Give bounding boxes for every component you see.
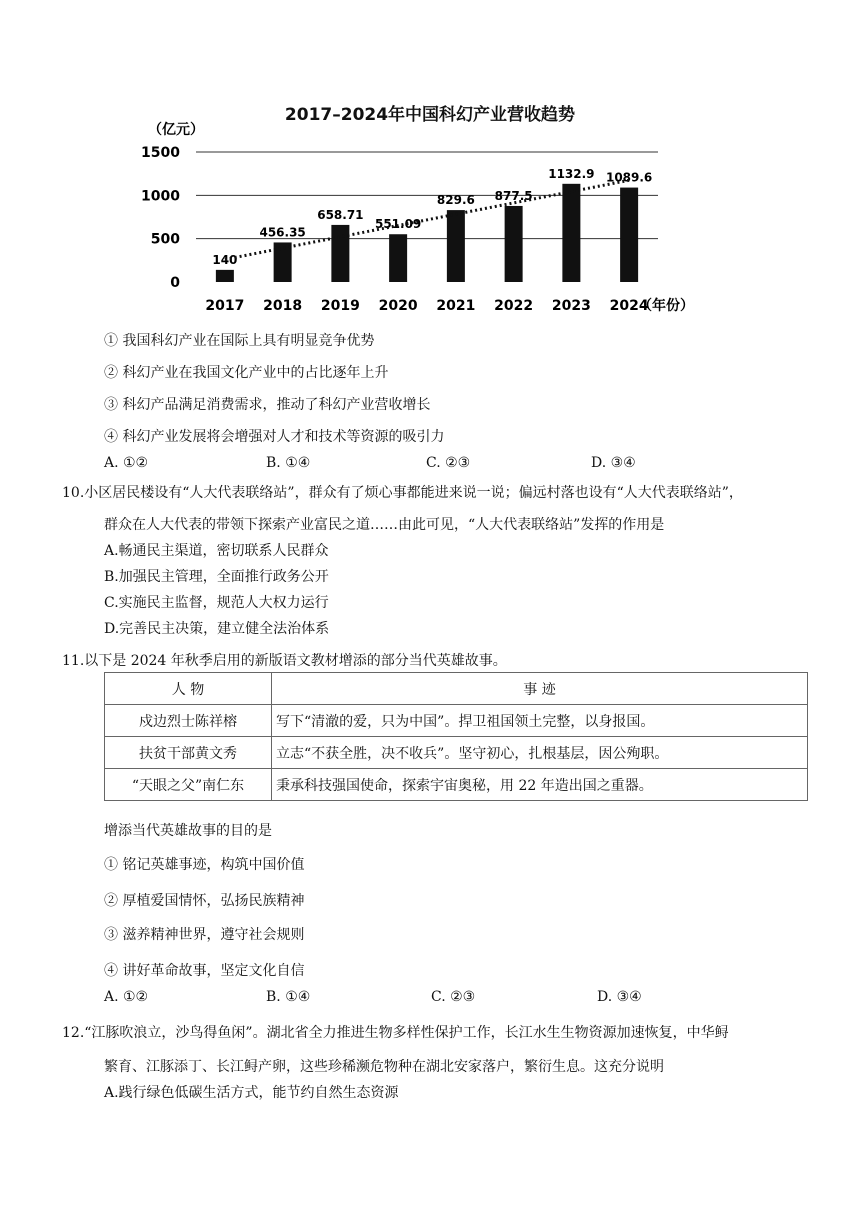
q11-statement-1: ① 铭记英雄事迹，构筑中国价值	[104, 857, 305, 873]
chart-title: 2017–2024年中国科幻产业营收趋势	[284, 105, 576, 125]
q11-option-b[interactable]: B. ①④	[266, 989, 311, 1005]
table-cell-deeds: 写下“清澈的爱，只为中国”。捍卫祖国领土完整，以身报国。	[272, 705, 808, 737]
chart-x-tick-label: 2022	[494, 298, 534, 314]
table-header-deeds: 事 迹	[272, 673, 808, 705]
table-cell-person: 扶贫干部黄文秀	[105, 737, 272, 769]
chart-bar	[447, 210, 465, 282]
q12-stem-line2: 繁育、江豚添丁、长江鲟产卵，这些珍稀濒危物种在湖北安家落户，繁衍生息。这充分说明	[104, 1059, 664, 1075]
q10-stem-line2: 群众在人大代表的带领下探索产业富民之道……由此可见，“人大代表联络站”发挥的作用是	[104, 517, 665, 533]
chart-bar	[620, 188, 638, 282]
q11-option-c[interactable]: C. ②③	[431, 989, 476, 1005]
chart-value-label: 1089.6	[605, 170, 653, 185]
chart-value-label: 877.5	[494, 188, 533, 203]
hero-stories-table	[104, 672, 808, 801]
table-header-row	[105, 673, 808, 705]
q11-option-a[interactable]: A. ①②	[104, 989, 149, 1005]
q9-option-b[interactable]: B. ①④	[266, 455, 311, 471]
q11-stem: 11.以下是 2024 年秋季启用的新版语文教材增添的部分当代英雄故事。	[62, 653, 507, 669]
chart-value-label: 551.09	[374, 217, 422, 232]
chart-x-tick-label: 2024	[609, 298, 649, 314]
table-row	[105, 769, 808, 801]
q12-option-a[interactable]: A.践行绿色低碳生活方式，能节约自然生态资源	[104, 1085, 399, 1101]
q11-statement-3: ③ 滋养精神世界，遵守社会规则	[104, 927, 305, 943]
chart-x-ticks	[205, 298, 648, 314]
q10-stem-line1: 10.小区居民楼设有“人大代表联络站”，群众有了烦心事都能进来说一说；偏远村落也设有“人大代表联络站”，	[62, 485, 743, 501]
chart-x-tick-label: 2017	[205, 298, 245, 314]
q12-stem-line1: 12.“江豚吹浪立，沙鸟得鱼闲”。湖北省全力推进生物多样性保护工作，长江水生生物资源加速恢复，中华鲟	[62, 1025, 729, 1041]
chart-x-tick-label: 2023	[551, 298, 591, 314]
chart-bar	[562, 184, 580, 282]
q10-option-c[interactable]: C.实施民主监督，规范人大权力运行	[104, 595, 329, 611]
chart-value-label: 456.35	[259, 225, 306, 240]
chart-x-tick-label: 2021	[436, 298, 476, 314]
q9-statement-2: ② 科幻产业在我国文化产业中的占比逐年上升	[104, 365, 389, 381]
q9-statement-4: ④ 科幻产业发展将会增强对人才和技术等资源的吸引力	[104, 429, 445, 445]
chart-y-tick-label: 500	[150, 231, 180, 248]
table-row	[105, 737, 808, 769]
chart-y-tick-label: 1500	[141, 145, 180, 161]
q10-option-d[interactable]: D.完善民主决策，建立健全法治体系	[104, 621, 330, 637]
table-row	[105, 705, 808, 737]
chart-x-tick-label: 2020	[378, 298, 418, 314]
q10-option-a[interactable]: A.畅通民主渠道，密切联系人民群众	[104, 543, 329, 559]
chart-bar	[505, 206, 523, 282]
chart-y-axis-label: （亿元）	[148, 122, 204, 138]
chart-x-axis-label: （年份）	[638, 298, 694, 314]
revenue-bar-chart	[130, 118, 730, 318]
q9-option-a[interactable]: A. ①②	[104, 455, 149, 471]
chart-y-tick-label: 0	[170, 275, 180, 291]
chart-value-label: 658.71	[317, 207, 364, 222]
chart-bar	[331, 225, 349, 282]
chart-bar	[389, 234, 407, 282]
q11-question: 增添当代英雄故事的目的是	[104, 823, 272, 839]
chart-value-label: 1132.9	[548, 166, 595, 181]
chart-x-tick-label: 2018	[263, 298, 303, 314]
chart-bar	[274, 242, 292, 282]
chart-bar	[216, 270, 234, 282]
q11-option-d[interactable]: D. ③④	[597, 989, 642, 1005]
q9-statement-3: ③ 科幻产品满足消费需求，推动了科幻产业营收增长	[104, 397, 431, 413]
q11-statement-2: ② 厚植爱国情怀，弘扬民族精神	[104, 893, 305, 909]
chart-x-tick-label: 2019	[320, 298, 360, 314]
table-cell-deeds: 立志“不获全胜，决不收兵”。坚守初心，扎根基层，因公殉职。	[272, 737, 808, 769]
table-header-person: 人 物	[105, 673, 272, 705]
table-cell-person: “天眼之父”南仁东	[105, 769, 272, 801]
q9-option-c[interactable]: C. ②③	[426, 455, 471, 471]
table-cell-person: 戍边烈士陈祥榕	[105, 705, 272, 737]
table-cell-deeds: 秉承科技强国使命，探索宇宙奥秘，用 22 年造出国之重器。	[272, 769, 808, 801]
chart-y-ticks	[141, 145, 180, 291]
q11-statement-4: ④ 讲好革命故事，坚定文化自信	[104, 963, 305, 979]
q9-statement-1: ① 我国科幻产业在国际上具有明显竞争优势	[104, 333, 375, 349]
chart-value-label: 829.6	[436, 193, 475, 208]
chart-value-label: 140	[212, 252, 238, 267]
q10-option-b[interactable]: B.加强民主管理，全面推行政务公开	[104, 569, 329, 585]
q9-option-d[interactable]: D. ③④	[591, 455, 636, 471]
chart-y-tick-label: 1000	[141, 188, 180, 205]
